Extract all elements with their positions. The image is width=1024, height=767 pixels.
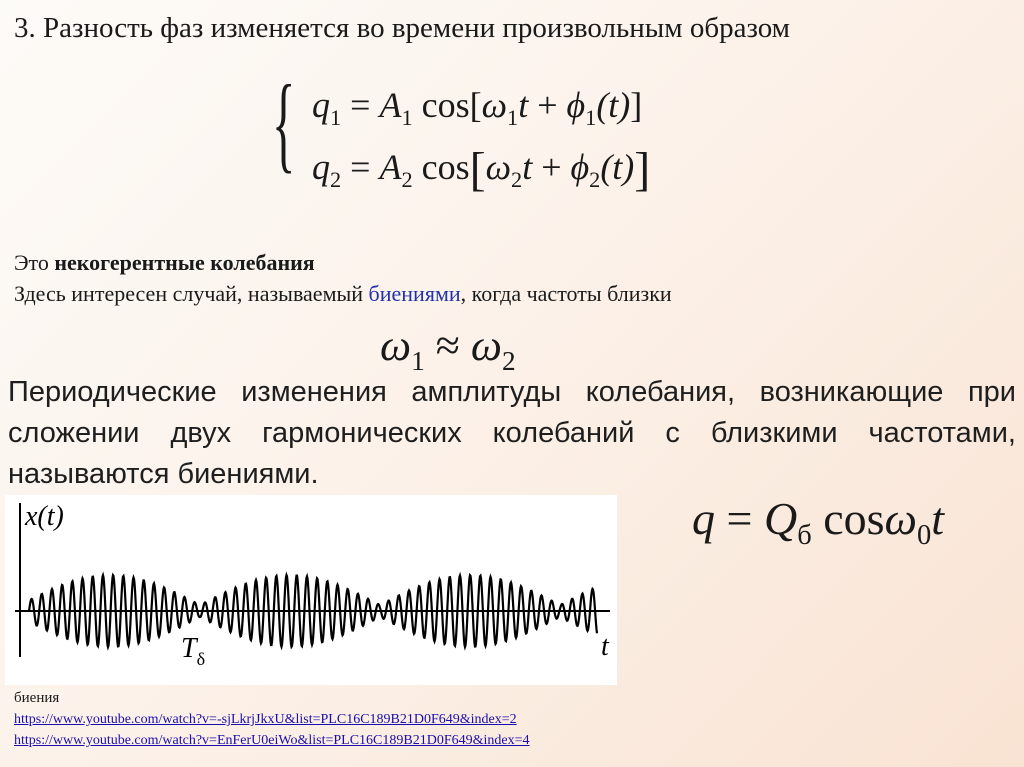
beats-word: биениями: [368, 281, 461, 306]
beats-plot-svg: [5, 495, 617, 685]
plot-y-label: x(t): [25, 501, 64, 532]
slide-heading: 3. Разность фаз изменяется во времени произвольным образом: [14, 12, 791, 44]
media-caption: биения: [14, 690, 60, 706]
plot-x-label: t: [601, 631, 609, 662]
frequency-approx: $\omega_1 \approx \omega_2$: [380, 321, 516, 376]
beats-formula: $q = Q_б$ cosω$_0$t: [692, 493, 945, 552]
beats-definition: Периодические изменения амплитуды колебания, возникающие при сложении двух гармонических колебаний с близкими частотами, называются биениями.: [8, 376, 1016, 490]
incoherent-term: некогерентные колебания: [54, 250, 315, 275]
plot-period-label: $T_\delta$: [181, 633, 206, 669]
incoherent-line: Это некогерентные колебания: [14, 250, 315, 275]
beats-line: Здесь интересен случай, называемый биениями, когда частоты близки: [14, 281, 672, 306]
beats-plot: [5, 495, 617, 685]
system-brace: {: [272, 64, 296, 183]
video-link-1[interactable]: https://www.youtube.com/watch?v=-sjLkrjJkxU&list=PLC16C189B21D0F649&index=2: [14, 712, 517, 727]
equation-q1: $q_1 = A_1$ $\cos[\omega_1t + \phi_1(t)]$: [312, 85, 643, 131]
video-link-2[interactable]: https://www.youtube.com/watch?v=EnFerU0eiWo&list=PLC16C189B21D0F649&index=4: [14, 733, 530, 748]
equation-q2: $q_2 = A_2$ $\cos[\omega_2t + \phi_2(t)]$: [312, 143, 651, 196]
